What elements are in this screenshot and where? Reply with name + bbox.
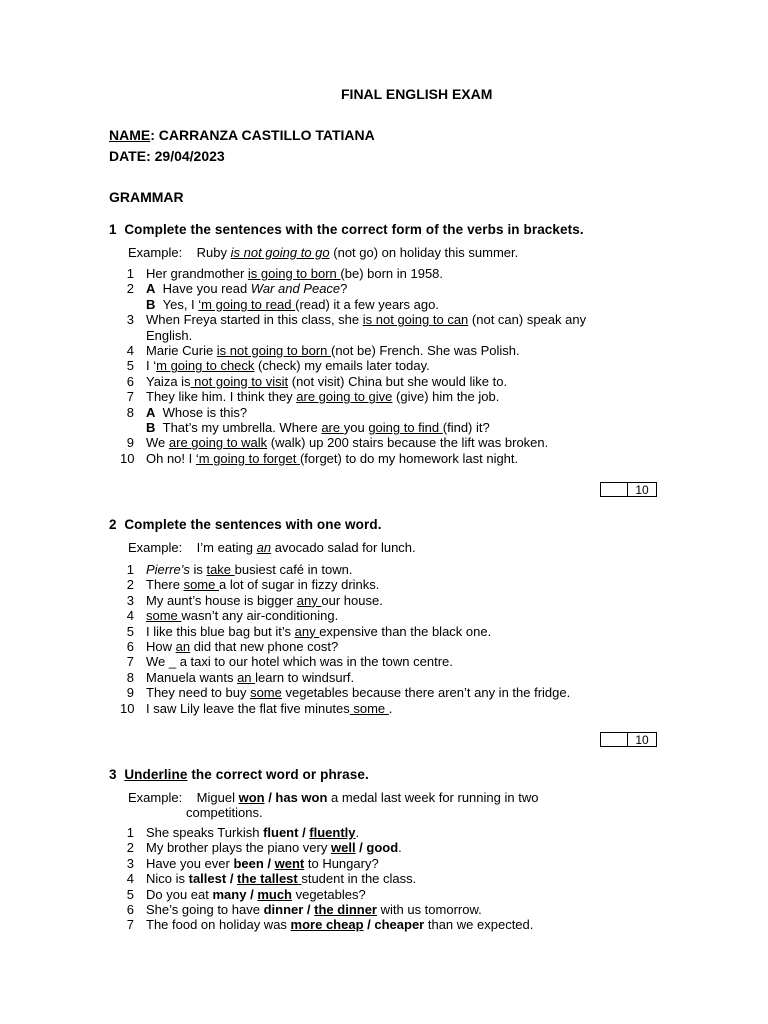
s1-item-text xyxy=(146,297,439,312)
s2-item-text xyxy=(146,562,352,577)
s2-score-blank[interactable] xyxy=(600,732,628,747)
s1-example-label: Example: xyxy=(128,245,183,260)
s2-item-part-b: our house. xyxy=(321,592,383,608)
s1-item-number: 3 xyxy=(126,312,134,328)
s3-item-number: 7 xyxy=(126,917,134,933)
s2-item-text xyxy=(146,685,570,700)
s2-item-part-a: I like this blue bag but it’s xyxy=(146,623,295,639)
s2-item-text xyxy=(146,701,392,716)
s2-item-part-a: Manuela wants xyxy=(146,669,238,685)
s1-item-text xyxy=(146,266,443,281)
s3-option-2[interactable]: good xyxy=(366,840,399,856)
s1-score-total: 10 xyxy=(627,482,657,497)
s3-option-2[interactable]: the tallest xyxy=(237,871,302,887)
s1-item-part-b: (not visit) China but she would like to. xyxy=(288,373,508,389)
s1-example xyxy=(128,245,518,260)
s2-example-post: avocado salad for lunch. xyxy=(271,540,416,555)
s3-item-text xyxy=(146,902,482,917)
s2-item-text xyxy=(146,670,354,685)
s1-item-part-a: English. xyxy=(146,327,193,343)
s1-item-letter: B xyxy=(146,296,156,312)
s3-item-part-b: student in the class. xyxy=(301,871,417,887)
name-value: : CARRANZA CASTILLO TATIANA xyxy=(150,127,375,143)
s1-item-part-b: (not be) French. She was Polish. xyxy=(331,343,520,358)
s2-score-total: 10 xyxy=(627,732,657,747)
s2-item-number: 8 xyxy=(126,669,134,685)
s1-item-answer[interactable]: is not going to can xyxy=(362,312,469,328)
s3-example-opt1: won xyxy=(238,790,265,805)
s2-item-number: 5 xyxy=(126,623,134,639)
s2-example xyxy=(128,540,416,555)
s3-option-1[interactable]: tallest xyxy=(188,871,227,887)
s1-item-text xyxy=(146,405,247,420)
s1-example-post: (not go) on holiday this summer. xyxy=(329,245,519,260)
s2-item-number: 2 xyxy=(126,577,134,593)
s2-item-text xyxy=(146,654,453,669)
s3-heading-underline: Underline xyxy=(124,767,188,782)
s1-item-answer[interactable]: are xyxy=(321,420,344,435)
name-label: NAME xyxy=(109,127,151,143)
s3-option-separator: / xyxy=(263,855,275,871)
s2-number: 2 xyxy=(109,517,117,532)
s3-option-2[interactable]: went xyxy=(274,855,305,871)
s2-item-part-b: a lot of sugar in fizzy drinks. xyxy=(218,577,380,593)
s2-item-part-b: did that new phone cost? xyxy=(190,639,339,654)
s1-item-part-a: We xyxy=(146,435,169,451)
s3-option-separator: / xyxy=(246,886,258,902)
s1-item-letter: A xyxy=(146,404,156,420)
date-line: DATE: 29/04/2023 xyxy=(109,148,225,164)
s1-item-letter: A xyxy=(146,281,156,297)
s1-item-part-a: I ‘ xyxy=(146,358,157,374)
s1-number: 1 xyxy=(109,222,117,237)
s1-item-part-a: When Freya started in this class, she xyxy=(146,312,363,328)
s1-item-text xyxy=(146,358,430,373)
section-grammar: GRAMMAR xyxy=(109,189,184,205)
s1-item-text xyxy=(146,312,586,327)
s3-heading xyxy=(109,767,369,782)
s3-item-part-a: Do you eat xyxy=(146,886,213,902)
s3-option-separator: / xyxy=(298,825,310,840)
s2-item-text xyxy=(146,624,491,639)
s3-item-part-b: than we expected. xyxy=(424,917,534,933)
s2-item-text xyxy=(146,608,338,623)
s1-item-number: 6 xyxy=(126,373,134,389)
s1-item-part-b: (walk) up 200 stairs because the lift was broken. xyxy=(267,435,549,451)
s2-item-number: 1 xyxy=(126,562,134,577)
s1-example-answer: is not going to go xyxy=(230,245,330,260)
s1-item-answer[interactable]: ‘m going to read xyxy=(198,296,296,312)
s3-example xyxy=(128,790,538,805)
s1-item-part-a: Have you read xyxy=(162,281,251,297)
s1-score-blank[interactable] xyxy=(600,482,628,497)
s3-item-number: 3 xyxy=(126,855,134,871)
s1-item-text xyxy=(146,389,499,404)
s2-item-number: 6 xyxy=(126,639,134,654)
s2-item-number: 9 xyxy=(126,685,134,701)
s3-item-part-a: The food on holiday was xyxy=(146,917,291,933)
s3-option-2[interactable]: much xyxy=(257,886,292,902)
s1-item-part-a: That’s my umbrella. Where xyxy=(162,420,322,435)
s3-item-part-b: . xyxy=(398,840,402,856)
s3-example-sep: / xyxy=(264,790,276,805)
s2-item-part-a: How xyxy=(146,639,176,654)
s1-item-part-a: Yes, I xyxy=(162,296,199,312)
s2-item-answer[interactable]: some xyxy=(349,700,389,716)
s1-item-answer-2[interactable]: going to find xyxy=(368,420,443,435)
s3-item-text xyxy=(146,917,533,932)
s2-item-answer[interactable]: some xyxy=(183,577,219,593)
s1-example-pre: Ruby xyxy=(196,245,231,260)
s1-item-text xyxy=(146,328,192,343)
s1-item-number: 2 xyxy=(126,281,134,297)
s3-item-part-b: with us tomorrow. xyxy=(377,902,482,917)
s3-option-2[interactable]: fluently xyxy=(309,825,356,840)
s1-item-part-a: They like him. I think they xyxy=(146,389,297,405)
s1-item-part-a: Whose is this? xyxy=(162,404,248,420)
s1-item-text xyxy=(146,281,347,296)
s1-item-part-b: (be) born in 1958. xyxy=(340,266,444,281)
s1-item-number: 9 xyxy=(126,435,134,451)
s3-item-number: 4 xyxy=(126,871,134,887)
s1-item-part-b: (check) my emails later today. xyxy=(254,358,430,374)
s3-item-text xyxy=(146,825,359,840)
s3-option-separator: / xyxy=(355,840,367,856)
s1-item-letter: B xyxy=(146,420,156,435)
s2-item-answer[interactable]: some xyxy=(250,685,282,701)
s1-item-part-a: Her grandmother xyxy=(146,266,248,281)
s1-heading-text: Complete the sentences with the correct form of the verbs in brackets. xyxy=(124,222,584,237)
s3-item-number: 5 xyxy=(126,886,134,902)
s2-item-answer[interactable]: take xyxy=(206,562,235,577)
s2-item-number: 7 xyxy=(126,654,134,670)
s3-option-1[interactable]: fluent xyxy=(263,825,299,840)
s3-example-opt2: has won xyxy=(275,790,328,805)
s1-item-text xyxy=(146,435,548,450)
s2-item-part-a: They need to buy xyxy=(146,685,251,701)
s1-item-part-b: ? xyxy=(340,281,348,297)
s2-example-pre: I’m eating xyxy=(196,540,257,555)
s3-item-part-a: She’s going to have xyxy=(146,902,264,917)
s2-item-part-a: There xyxy=(146,577,184,593)
s3-item-part-b: . xyxy=(355,825,360,840)
s3-item-text xyxy=(146,871,416,886)
s3-item-number: 1 xyxy=(126,825,134,840)
s1-item-number: 7 xyxy=(126,389,134,405)
s1-item-number: 8 xyxy=(126,404,134,420)
s3-number: 3 xyxy=(109,767,117,782)
s2-item-part-b: vegetables because there aren’t any in the fridge. xyxy=(281,685,571,701)
s3-option-1[interactable]: been xyxy=(233,855,264,871)
s1-item-answer[interactable]: are going to walk xyxy=(168,435,268,451)
s1-item-part-b: you xyxy=(343,420,369,435)
s1-item-number: 5 xyxy=(126,358,134,374)
s1-item-number: 1 xyxy=(126,266,134,281)
s1-item-part-b: (give) him the job. xyxy=(392,389,500,405)
s3-item-text xyxy=(146,840,402,855)
s3-example-post: a medal last week for running in two xyxy=(327,790,539,805)
s2-item-part-a: We _ a taxi to our hotel which was in the town centre. xyxy=(146,654,453,670)
s1-item-part-a: Yaiza is xyxy=(146,373,191,389)
s2-item-part-a: I saw Lily leave the flat five minutes xyxy=(146,700,350,716)
s1-item-part-b: (forget) to do my homework last night. xyxy=(299,450,519,466)
s3-example-pre: Miguel xyxy=(196,790,239,805)
s2-example-label: Example: xyxy=(128,540,183,555)
s2-item-answer[interactable]: an xyxy=(175,639,191,654)
s1-item-part-a: Oh no! I xyxy=(146,450,196,466)
exam-title: FINAL ENGLISH EXAM xyxy=(341,86,493,102)
s3-item-number: 2 xyxy=(126,840,134,856)
s2-heading xyxy=(109,517,382,532)
s1-item-answer[interactable]: are going to give xyxy=(296,389,393,405)
s2-item-part-b: expensive than the black one. xyxy=(319,623,492,639)
s2-item-number: 10 xyxy=(120,700,135,716)
s3-option-1[interactable]: well xyxy=(330,840,356,856)
s3-option-2[interactable]: cheaper xyxy=(374,917,425,933)
s1-item-text xyxy=(146,420,490,435)
s3-option-1[interactable]: many xyxy=(212,886,247,902)
s1-item-italic: War and Peace xyxy=(250,281,341,297)
s3-item-text xyxy=(146,887,366,902)
s2-item-part-b: . xyxy=(388,700,393,716)
s3-item-part-a: She speaks Turkish xyxy=(146,825,264,840)
s1-item-answer[interactable]: is not going to born xyxy=(216,343,331,358)
s3-heading-text: the correct word or phrase. xyxy=(187,767,369,782)
s1-item-number: 10 xyxy=(120,450,135,466)
s1-item-part-a: Marie Curie xyxy=(146,343,217,358)
s3-option-1[interactable]: dinner xyxy=(263,902,304,917)
s2-item-number: 4 xyxy=(126,608,134,624)
s2-example-answer: an xyxy=(256,540,272,555)
s3-option-separator: / xyxy=(363,917,375,933)
s2-item-answer[interactable]: an xyxy=(237,669,256,685)
s2-item-part-a: is xyxy=(189,562,207,577)
name-line xyxy=(109,127,375,143)
s2-item-part-b: wasn’t any air-conditioning. xyxy=(181,608,339,624)
s3-example-line2: competitions. xyxy=(186,805,263,820)
s2-item-text xyxy=(146,577,379,592)
s2-item-text xyxy=(146,639,338,654)
s2-item-part-a: My aunt’s house is bigger xyxy=(146,592,297,608)
s2-item-italic: Pierre’s xyxy=(146,562,190,577)
s2-item-text xyxy=(146,593,383,608)
s3-item-part-a: Have you ever xyxy=(146,855,234,871)
s3-item-text xyxy=(146,856,379,871)
s3-example-label: Example: xyxy=(128,790,183,805)
s1-item-answer[interactable]: not going to visit xyxy=(190,373,289,389)
s1-item-text xyxy=(146,451,518,466)
s1-item-part-c: (find) it? xyxy=(442,420,490,435)
s2-item-number: 3 xyxy=(126,592,134,608)
s3-option-separator: / xyxy=(226,871,238,887)
s3-option-separator: / xyxy=(303,902,315,917)
s1-item-answer[interactable]: is going to born xyxy=(247,266,341,281)
s2-heading-text: Complete the sentences with one word. xyxy=(124,517,382,532)
s1-item-answer[interactable]: m going to check xyxy=(156,358,255,374)
s3-item-part-a: My brother plays the piano very xyxy=(146,840,331,856)
s3-option-2[interactable]: the dinner xyxy=(314,902,377,917)
s1-item-text xyxy=(146,343,520,358)
s1-item-part-b: (read) it a few years ago. xyxy=(295,296,439,312)
s2-item-answer[interactable]: some xyxy=(146,608,182,624)
s1-item-answer[interactable]: ‘m going to forget xyxy=(195,450,300,466)
s2-item-part-b: busiest café in town. xyxy=(234,562,353,577)
s3-item-part-b: to Hungary? xyxy=(304,855,379,871)
s2-item-answer[interactable]: any xyxy=(294,623,320,639)
s1-item-number: 4 xyxy=(126,343,134,358)
s2-item-part-b: learn to windsurf. xyxy=(255,669,355,685)
s3-item-part-b: vegetables? xyxy=(291,886,366,902)
s1-item-text xyxy=(146,374,507,389)
s3-item-number: 6 xyxy=(126,902,134,917)
s3-option-1[interactable]: more cheap xyxy=(290,917,364,933)
s1-item-part-b: (not can) speak any xyxy=(468,312,587,328)
s3-item-part-a: Nico is xyxy=(146,871,189,887)
s1-heading xyxy=(109,222,584,237)
s2-item-answer[interactable]: any xyxy=(296,592,322,608)
